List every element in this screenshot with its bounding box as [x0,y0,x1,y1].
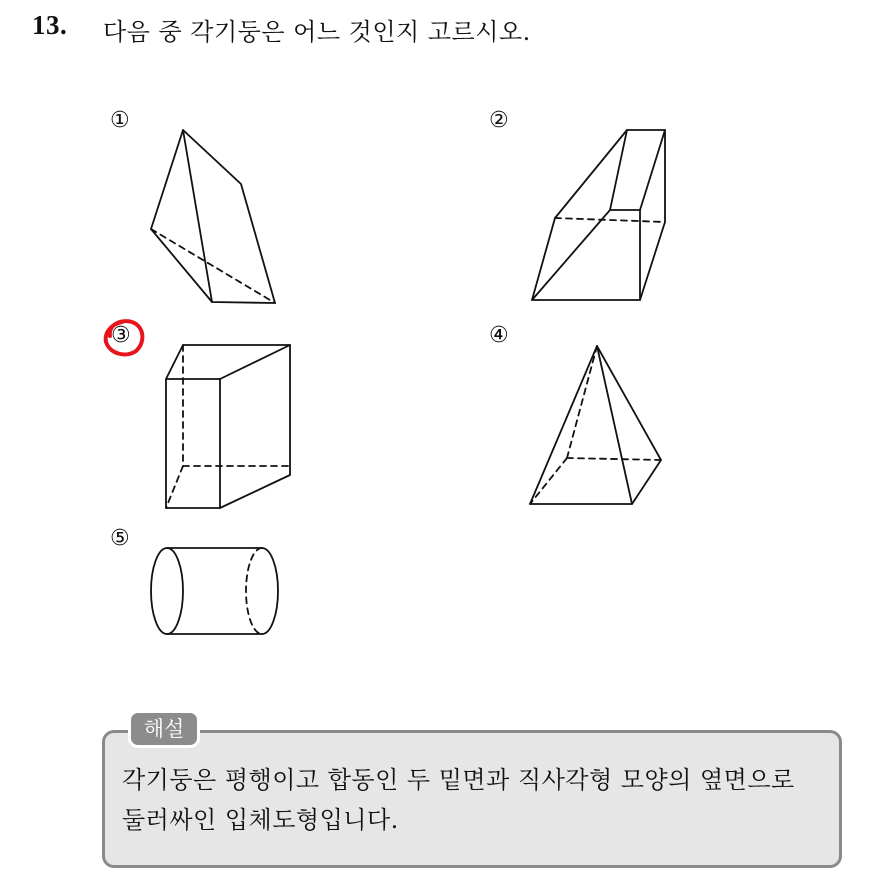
solution-text [122,760,836,840]
choice-1-label: ① [110,108,130,133]
solution-line-1: 각기둥은 평행이고 합동인 두 밑면과 직사각형 모양의 옆면으로 [122,766,795,794]
choice-2-label: ② [489,108,509,133]
choice-4-label: ④ [489,323,509,348]
solution-tab-label: 해설 [128,710,200,748]
solution-line-2: 둘러싸인 입체도형입니다. [122,806,399,834]
question-number: 13. [32,10,68,40]
question-text: 다음 중 각기둥은 어느 것인지 고르시오. [103,18,531,46]
choice-3-label: ③ [111,323,131,348]
choice-5-label: ⑤ [110,526,130,551]
